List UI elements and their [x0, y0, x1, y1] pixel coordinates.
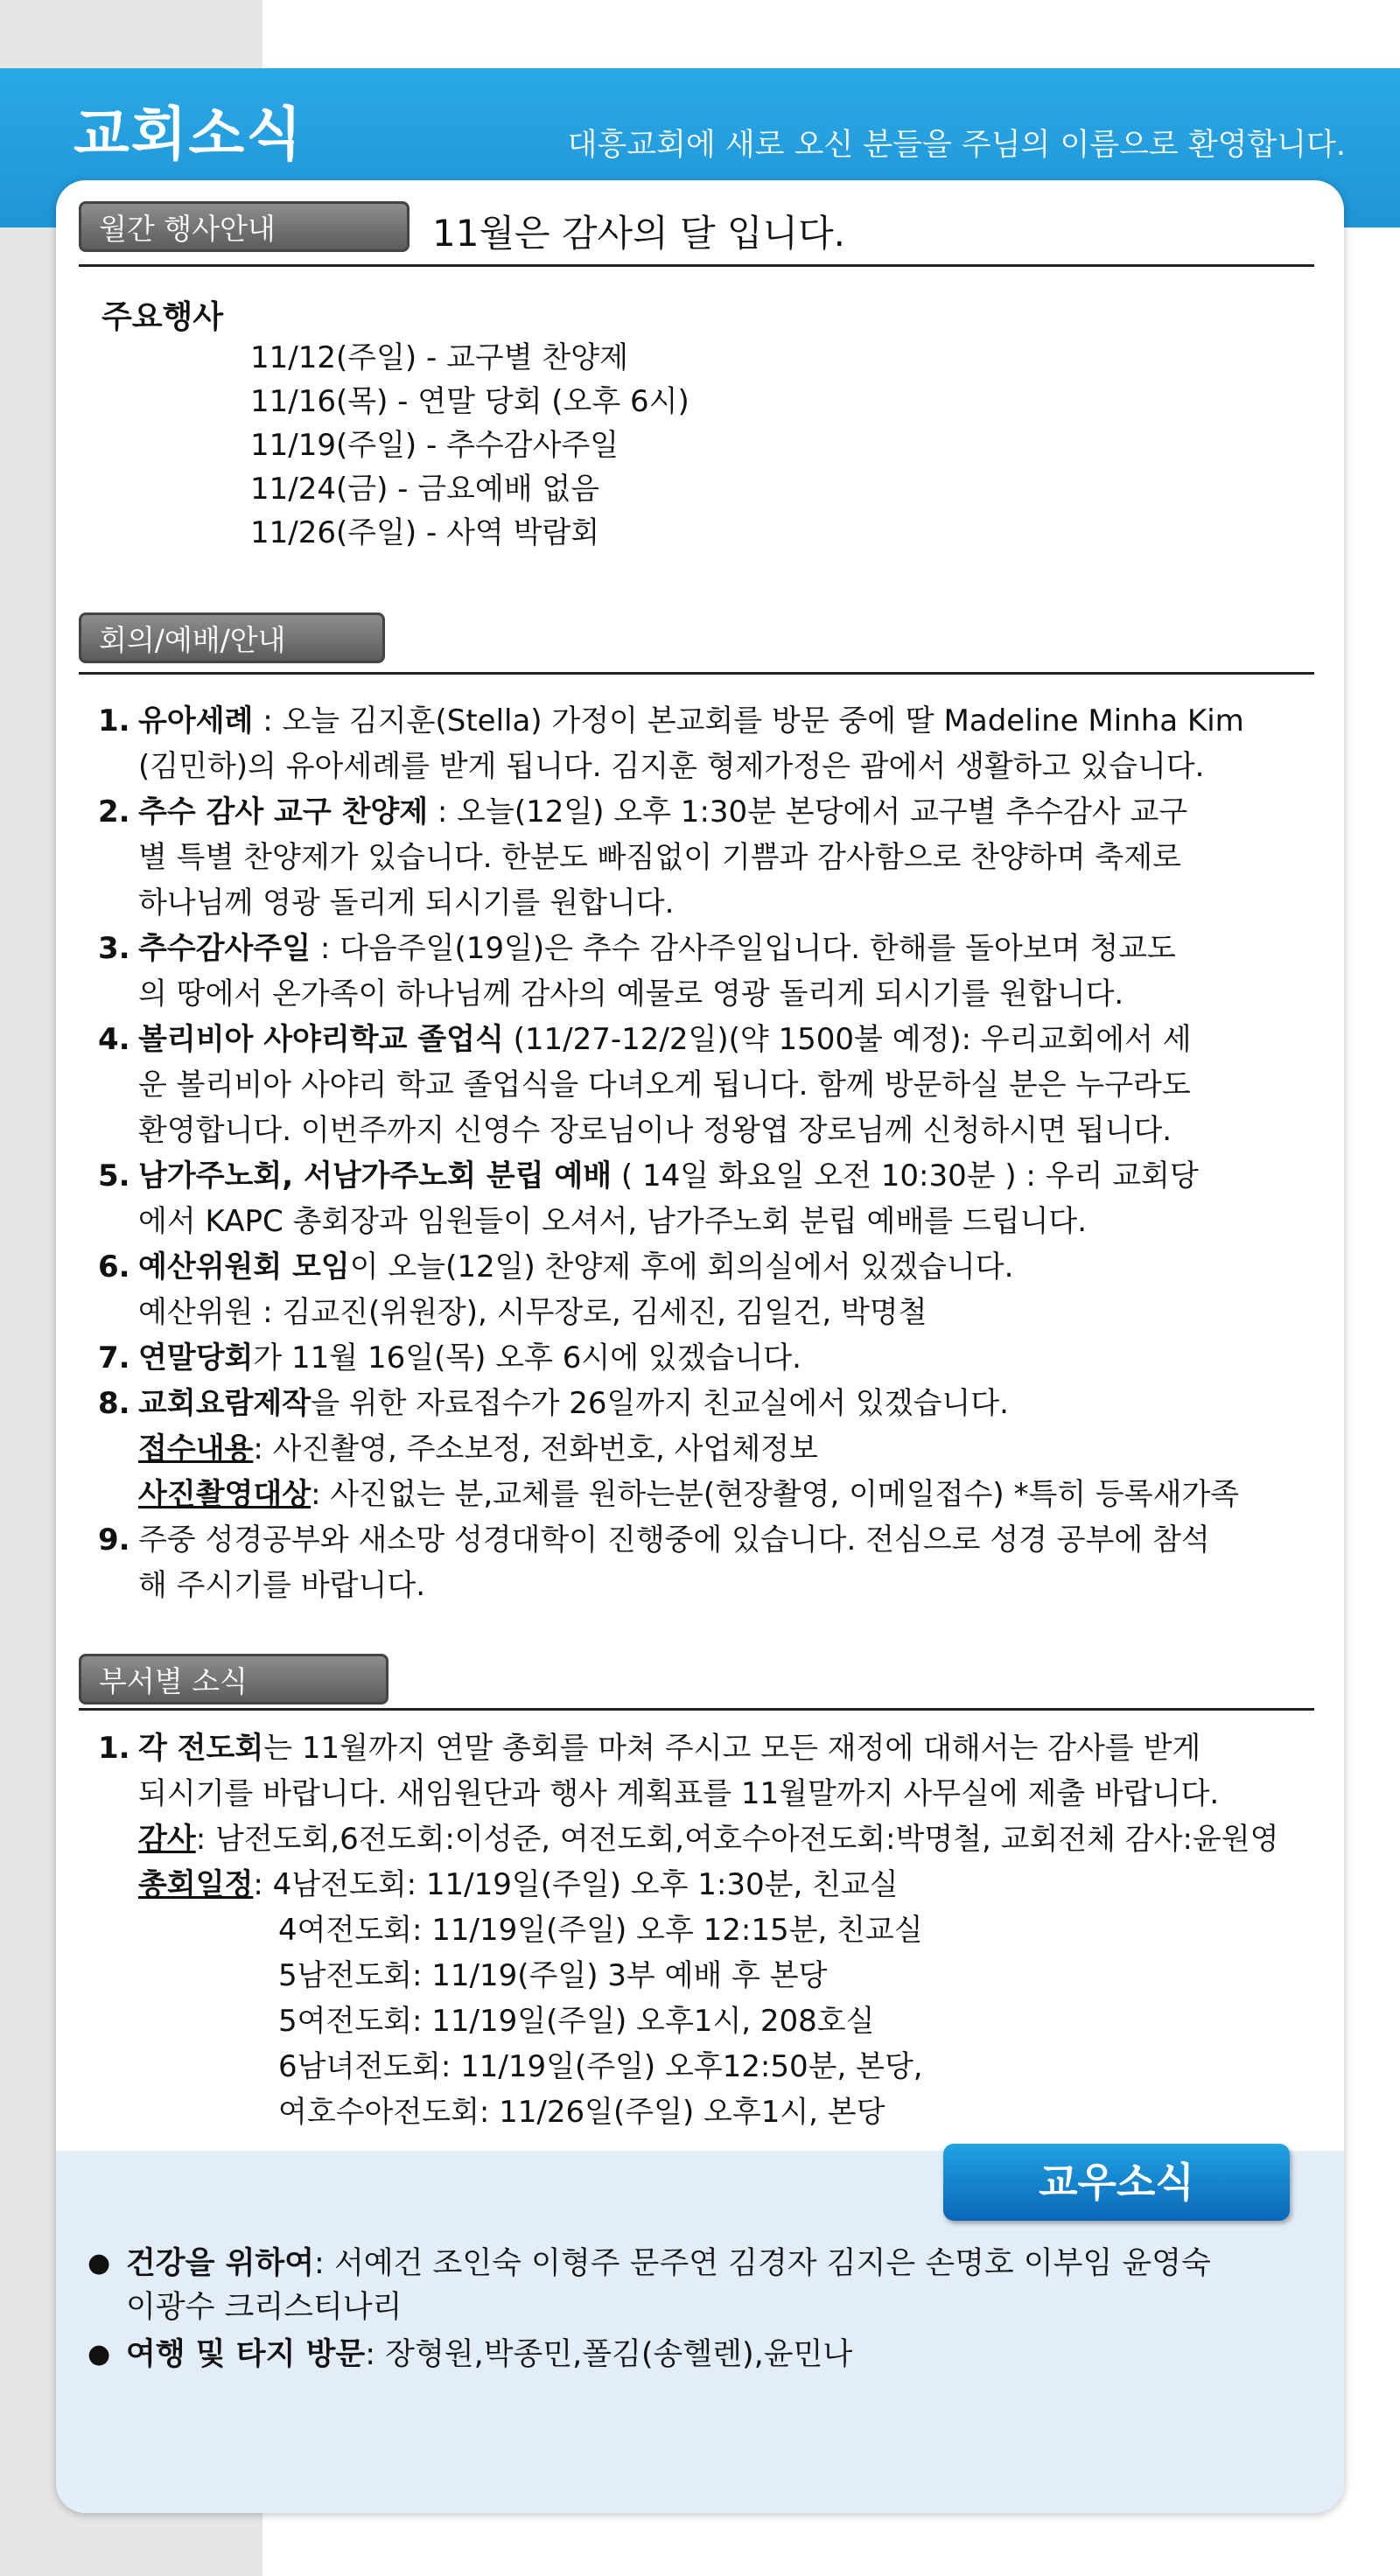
item-text: 예산위원 : 김교진(위원장), 시무장로, 김세진, 김일건, 박명철 — [138, 1295, 928, 1330]
item-text: 가 11월 16일(목) 오후 6시에 있겠습니다. — [253, 1340, 802, 1376]
list-item — [98, 1381, 1323, 1517]
item-text: 을 위한 자료접수가 26일까지 친교실에서 있겠습니다. — [311, 1386, 1009, 1421]
item-number: 1. — [98, 1731, 130, 1766]
list-item — [98, 789, 1323, 926]
list-item — [98, 1335, 1323, 1381]
item-text: : 오늘(12일) 오후 1:30분 본당에서 교구별 추수감사 교구 — [428, 794, 1188, 830]
item-number: 1. — [98, 704, 130, 738]
event-item: 11/16(목) - 연말 당회 (오후 6시) — [250, 384, 690, 419]
item-title: 남가주노회, 서남가주노회 분립 예배 — [138, 1158, 612, 1194]
schedule-line: : 4남전도회: 11/19일(주일) 오후 1:30분, 친교실 — [253, 1867, 899, 1902]
item-text: 주중 성경공부와 새소망 성경대학이 진행중에 있습니다. 전심으로 성경 공부에 참석 — [138, 1522, 1210, 1558]
item-text: 별 특별 찬양제가 있습니다. 한분도 빠짐없이 기쁨과 감사함으로 찬양하며 축제로 — [138, 840, 1181, 875]
item-text: ( 14일 화요일 오전 10:30분 ) : 우리 교회당 — [612, 1158, 1199, 1194]
item-title: 건강을 위하여 — [126, 2246, 315, 2281]
item-title: 여행 및 타지 방문 — [126, 2337, 366, 2372]
audit-text: : 남전도회,6전도회:이성준, 여전도회,여호수아전도회:박명철, 교회전체 감사:윤원영 — [195, 1822, 1279, 1857]
divider — [79, 264, 1314, 267]
item-text: 운 볼리비아 사야리 학교 졸업식을 다녀오게 됩니다. 함께 방문하실 분은 누구라도 — [138, 1068, 1191, 1102]
sub-label: 사진촬영대상 — [138, 1477, 312, 1512]
item-text: 환영합니다. 이번주까지 신영수 장로님이나 정왕엽 장로님께 신청하시면 됩니다. — [138, 1113, 1172, 1148]
list-item — [98, 1517, 1323, 1608]
item-text: 에서 KAPC 총회장과 임원들이 오셔서, 남가주노회 분립 예배를 드립니다. — [138, 1204, 1088, 1239]
tab-meetings: 회의/예배/안내 — [79, 612, 385, 663]
members-news-badge: 교우소식 — [943, 2144, 1290, 2221]
item-number: 2. — [98, 794, 130, 830]
divider — [79, 1708, 1314, 1711]
schedule-line: 5남전도회: 11/19(주일) 3부 예배 후 본당 — [278, 1958, 828, 1993]
item-title: 볼리비아 사야리학교 졸업식 — [138, 1022, 504, 1057]
item-number: 3. — [98, 931, 130, 966]
item-number: 6. — [98, 1250, 130, 1284]
divider — [79, 672, 1314, 675]
department-item — [98, 1726, 1344, 2135]
item-title: 연말당회 — [138, 1340, 254, 1376]
sub-text: : 사진없는 분,교체를 원하는분(현장촬영, 이메일접수) *특히 등록새가족 — [311, 1477, 1240, 1512]
item-text: 의 땅에서 온가족이 하나님께 감사의 예물로 영광 돌리게 되시기를 원합니다. — [138, 976, 1124, 1012]
item-number: 4. — [98, 1022, 130, 1057]
page-title: 교회소식 — [74, 101, 304, 168]
tab-departments: 부서별 소식 — [79, 1654, 388, 1704]
page-subtitle: 대흥교회에 새로 오신 분들을 주님의 이름으로 환영합니다. — [567, 128, 1346, 163]
item-text: 이 오늘(12일) 찬양제 후에 회의실에서 있겠습니다. — [349, 1250, 1014, 1284]
item-title: 추수 감사 교구 찬양제 — [138, 794, 429, 830]
monthly-headline: 11월은 감사의 달 입니다. — [432, 212, 845, 255]
item-text: 는 11월까지 연말 총회를 마쳐 주시고 모든 재정에 대해서는 감사를 받게 — [263, 1731, 1201, 1766]
event-item: 11/24(금) - 금요예배 없음 — [250, 472, 600, 507]
events-title: 주요행사 — [102, 299, 224, 335]
item-text: : 장형원,박종민,폴김(송헬렌),윤민나 — [365, 2337, 853, 2372]
item-number: 7. — [98, 1340, 130, 1376]
list-item — [84, 2333, 1309, 2376]
tab-monthly-events: 월간 행사안내 — [79, 201, 410, 252]
item-text: 하나님께 영광 돌리게 되시기를 원합니다. — [138, 886, 675, 920]
item-text: (11/27-12/2일)(약 1500불 예정): 우리교회에서 세 — [503, 1022, 1192, 1057]
news-card — [56, 180, 1344, 2513]
item-text: (김민하)의 유아세례를 받게 됩니다. 김지훈 형제가정은 괌에서 생활하고 있습니다. — [138, 749, 1205, 784]
schedule-line: 6남녀전도회: 11/19일(주일) 오후12:50분, 본당, — [278, 2049, 923, 2084]
item-text: 되시기를 바랍니다. 새임원단과 행사 계획표를 11월말까지 사무실에 제출 바랍니다. — [138, 1776, 1220, 1811]
schedule-line: 4여전도회: 11/19일(주일) 오후 12:15분, 친교실 — [278, 1913, 923, 1948]
meetings-list — [98, 698, 1323, 1608]
event-item: 11/26(주일) - 사역 박람회 — [250, 515, 600, 550]
list-item — [98, 1017, 1323, 1153]
sub-text: : 사진촬영, 주소보정, 전화번호, 사업체정보 — [253, 1432, 818, 1466]
item-title: 교회요람제작 — [138, 1386, 312, 1421]
list-item — [98, 1244, 1323, 1335]
item-title: 유아세례 — [138, 704, 254, 738]
list-item — [84, 2242, 1309, 2329]
event-item: 11/19(주일) - 추수감사주일 — [250, 428, 620, 463]
bullet-icon: ● — [88, 2248, 111, 2278]
list-item — [98, 1153, 1323, 1244]
item-text: 이광수 크리스티나리 — [126, 2290, 402, 2325]
item-text: 해 주시기를 바랍니다. — [138, 1568, 426, 1603]
item-text: : 서예건 조인숙 이형주 문주연 김경자 김지은 손명호 이부임 윤영숙 — [314, 2246, 1211, 2281]
item-title: 각 전도회 — [138, 1731, 264, 1766]
sub-label: 접수내용 — [138, 1432, 254, 1466]
schedule-label: 총회일정 — [138, 1867, 254, 1902]
event-item: 11/12(주일) - 교구별 찬양제 — [250, 340, 628, 375]
item-title: 예산위원회 모임 — [138, 1250, 350, 1284]
item-number: 9. — [98, 1522, 130, 1558]
members-news-list — [84, 2242, 1309, 2380]
schedule-line: 여호수아전도회: 11/26일(주일) 오후1시, 본당 — [278, 2095, 886, 2130]
item-number: 8. — [98, 1386, 130, 1421]
schedule-line: 5여전도회: 11/19일(주일) 오후1시, 208호실 — [278, 2004, 875, 2039]
list-item — [98, 698, 1323, 789]
item-text: : 다음주일(19일)은 추수 감사주일입니다. 한해를 돌아보며 청교도 — [311, 931, 1176, 966]
audit-label: 감사 — [138, 1822, 196, 1857]
list-item — [98, 926, 1323, 1017]
item-title: 추수감사주일 — [138, 931, 312, 966]
item-number: 5. — [98, 1158, 130, 1194]
bullet-icon: ● — [88, 2339, 111, 2370]
item-text: : 오늘 김지훈(Stella) 가정이 본교회를 방문 중에 딸 Madeline Minha Kim — [253, 704, 1244, 738]
